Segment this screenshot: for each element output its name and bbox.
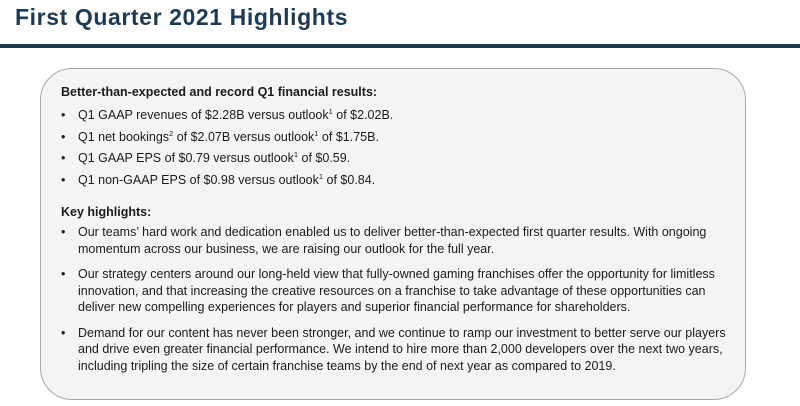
highlight-text: Our teams’ hard work and dedication enabled us to deliver better-than-expected first quarter results. With ongoing momentum across our business, we are raising our outlook for the full year. xyxy=(78,225,707,256)
results-item-text: Q1 GAAP EPS of $0.79 versus outlook xyxy=(78,151,294,165)
page-title: First Quarter 2021 Highlights xyxy=(15,4,349,30)
results-item-text: Q1 GAAP revenues of $2.28B versus outlook xyxy=(78,108,329,122)
list-item xyxy=(61,224,741,257)
bullet-icon: • xyxy=(61,172,66,187)
title-divider xyxy=(0,44,800,48)
results-item-text: Q1 net bookings xyxy=(78,129,170,144)
list-item xyxy=(61,266,741,316)
key-highlights-list xyxy=(61,224,741,383)
footnote-marker: 1 xyxy=(318,171,324,181)
bullet-icon: • xyxy=(61,325,66,340)
results-item-text: of $2.02B. xyxy=(332,108,394,122)
results-item-text: of $2.07B versus outlook xyxy=(173,129,315,144)
list-item xyxy=(61,107,393,129)
list-item xyxy=(61,150,393,172)
results-item-text: of $0.84. xyxy=(323,172,376,187)
results-list xyxy=(61,107,393,193)
bullet-icon: • xyxy=(61,129,66,144)
results-item-text: Q1 non-GAAP EPS of $0.98 versus outlook xyxy=(78,172,319,187)
highlight-text: Demand for our content has never been stronger, and we continue to ramp our investment to better serve our players and drive even greater financial performance. We intend to hire more than 2,000 developers over the next two years, including tripling the size of certain franchise teams by the end of next year as compared to 2019. xyxy=(78,325,726,373)
list-item xyxy=(61,172,393,194)
results-item-text: of $1.75B. xyxy=(318,129,379,144)
footnote-marker: 1 xyxy=(314,128,319,138)
highlight-text: Our strategy centers around our long-held view that fully-owned gaming franchises offer the opportunity for limitless innovation, and that increasing the creative resources on a franchise to take advantage of these opportunities can deliver new compelling experiences for players and superior financial performance for shareholders. xyxy=(78,267,715,314)
results-heading: Better-than-expected and record Q1 financial results: xyxy=(61,85,378,99)
footnote-marker: 1 xyxy=(328,107,333,116)
results-item-text: of $0.59. xyxy=(298,151,351,165)
footnote-marker: 1 xyxy=(293,150,299,159)
list-item xyxy=(61,129,393,151)
bullet-icon: • xyxy=(61,225,66,239)
key-highlights-heading: Key highlights: xyxy=(61,205,152,219)
footnote-marker: 2 xyxy=(169,128,174,138)
bullet-icon: • xyxy=(61,267,66,281)
bullet-icon: • xyxy=(61,151,66,165)
list-item xyxy=(61,325,741,375)
bullet-icon: • xyxy=(61,108,66,122)
